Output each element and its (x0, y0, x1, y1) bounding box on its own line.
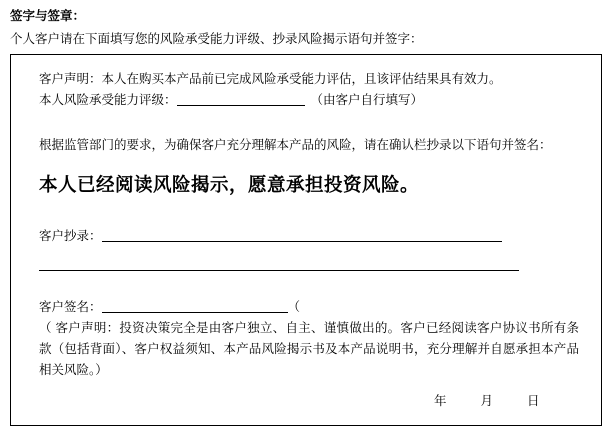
client-transcription-input[interactable] (102, 227, 502, 242)
client-signature-input[interactable] (102, 298, 288, 313)
client-signature-block (39, 297, 579, 381)
page-title: 签字与签章： (10, 9, 86, 23)
regulation-paragraph: 根据监管部门的要求，为确保客户充分理解本产品的风险，请在确认栏抄录以下语句并签名： (39, 138, 552, 152)
signature-declaration-text: （ 客户声明：投资决策完全是由客户独立、自主、谨慎做出的。客户已经阅读客户协议书所有条款（包括背面）、客户权益须知、本产品风险揭示书及本产品说明书，充分理解并自愿承担本产品相关风险。） (39, 321, 579, 377)
signature-declaration-open: （ (287, 300, 301, 314)
risk-rating-input[interactable] (177, 91, 305, 106)
date-row (39, 391, 579, 411)
lead-instruction-text: 个人客户请在下面填写您的风险承受能力评级、抄录风险揭示语句并签字： (10, 32, 423, 46)
transcription-second-line[interactable] (39, 269, 519, 271)
client-signature-label: 客户签名： (39, 300, 102, 314)
client-transcription-row (39, 226, 579, 247)
date-day-label: 日 (527, 394, 540, 408)
client-signature-row (39, 297, 579, 318)
client-statement-line: 客户声明：本人在购买本产品前已完成风险承受能力评估，且该评估结果具有效力。 (39, 72, 502, 86)
signature-box (10, 54, 602, 426)
risk-rating-row (39, 90, 579, 111)
risk-rating-label: 本人风险承受能力评级： (39, 93, 177, 107)
date-year-label: 年 (434, 394, 447, 408)
risk-rating-note: （由客户自行填写） (310, 93, 424, 107)
date-month-label: 月 (480, 394, 494, 408)
risk-acknowledgement-statement: 本人已经阅读风险揭示，愿意承担投资风险。 (39, 174, 420, 195)
client-transcription-label: 客户抄录： (39, 229, 102, 243)
